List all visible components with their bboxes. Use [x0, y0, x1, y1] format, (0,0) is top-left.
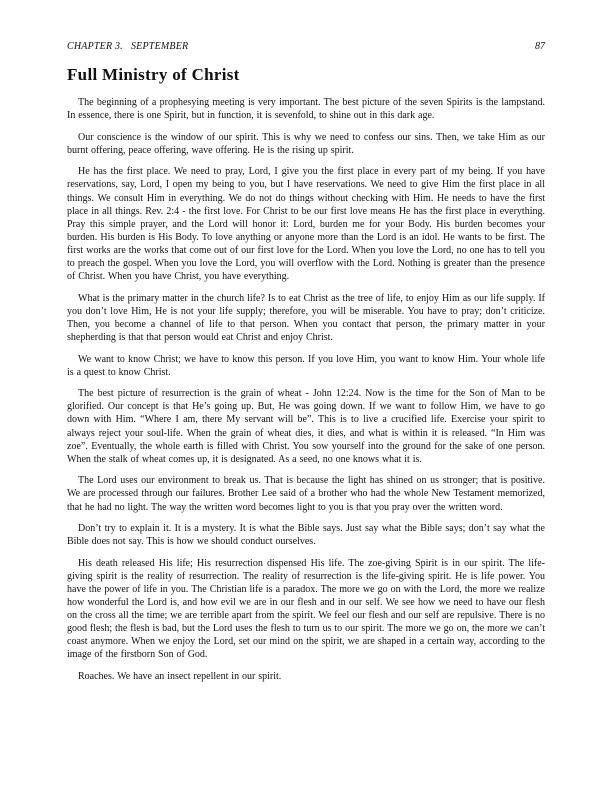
chapter-header: CHAPTER 3. SEPTEMBER [67, 41, 189, 52]
section-title: Full Ministry of Christ [67, 65, 240, 84]
paragraph-5: We want to know Christ; we have to know this person. If you love Him, you want to know Him. Your whole life is a quest to know Christ. [67, 353, 545, 378]
paragraph-2: Our conscience is the window of our spirit. This is why we need to confess our sins. Then, we take Him as our burnt offering, peace offering, wave offering. He is the rising up spirit. [67, 131, 545, 156]
paragraph-4: What is the primary matter in the church life? Is to eat Christ as the tree of life, to enjoy Him as our life supply. If you don’t love Him, He is not your life supply; therefore, you will be miserable. You have to pray; don’t criticize. Then, you become a channel of life to that person. When you contact that person, the primary matter in your shepherding is that that person would eat Christ and enjoy Christ. [67, 292, 545, 343]
paragraph-9: His death released His life; His resurrection dispensed His life. The zoe-giving Spirit is in our spirit. The life-giving spirit is the reality of resurrection. The reality of resurrection is the life-giving spirit. He is life power. You have the power of life in you. The Christian life is a paradox. The more we go on with the Lord, the more we realize how wonderful the Lord is, and how evil we are in our flesh and in our self. We see how we need to have our flesh on the cross all the time; we are terrible apart from the spirit. We feel our flesh and our self are repulsive. There is no good flesh; the flesh is bad, but the Lord uses the flesh to turn us to our spirit. The more we go on, the more we can’t coast anymore. When we enjoy the Lord, set our mind on the spirit, we are shaped in a certain way, according to the image of the firstborn Son of God. [67, 557, 545, 661]
paragraph-10: Roaches. We have an insect repellent in our spirit. [78, 671, 282, 683]
paragraph-3: He has the first place. We need to pray, Lord, I give you the first place in every part of my being. If you have reservations, say, Lord, I open my being to you, but I have reservations. We need to give Him the first place in all things. We consult Him in everything. We do not do things without checking with Him. He needs to have the first place in all things. Rev. 2:4 - the first love. For Christ to be our first love means He has the first place in everything. Pray this simple prayer, and the Lord will honor it: Lord, burden me for your Body. His burden becomes your burden. His burden is His Body. To love anything or anyone more than the Lord is an idol. He wants to be first. The first works are the works that come out of our first love for the Lord. When you love the Lord, no one has to tell you to preach the gospel. When you love the Lord, you will overflow with the Lord. Nothing is greater than the presence of Christ. When you have Christ, you have everything. [67, 166, 545, 283]
page-number: 87 [535, 41, 545, 52]
paragraph-1: The beginning of a prophesying meeting is very important. The best picture of the seven Spirits is the lampstand. In essence, there is one Spirit, but in function, it is sevenfold, to shine out in this dark age. [67, 97, 545, 122]
paragraph-8: Don’t try to explain it. It is a mystery. It is what the Bible says. Just say what the Bible says; don’t say what the Bible does not say. This is how we should conduct ourselves. [67, 523, 545, 548]
paragraph-6: The best picture of resurrection is the grain of wheat - John 12:24. Now is the time for the Son of Man to be glorified. Our concept is that He’s going up. But, He was going down. If we want to follow Him, we have to go down with Him. “Where I am, there My servant will be”. This is to live a crucified life. Exercise your spirit to always reject your soul-life. When the grain of wheat dies, it dies, and what is within it is released. “In Him was zoe”. Eventually, the whole earth is filled with Christ. You sow yourself into the ground for the sake of one person. When the stalk of wheat comes up, it is designated. As a seed, no one knows what it is. [67, 388, 545, 465]
running-header [67, 41, 545, 52]
body-text [67, 96, 545, 683]
paragraph-7: The Lord uses our environment to break us. That is because the light has shined on us stronger; that is positive. We are processed through our failures. Brother Lee said of a brother who had the whole New Testament memorized, that he had no light. The way the written word becomes light to you is that you pray over the written word. [67, 475, 545, 513]
